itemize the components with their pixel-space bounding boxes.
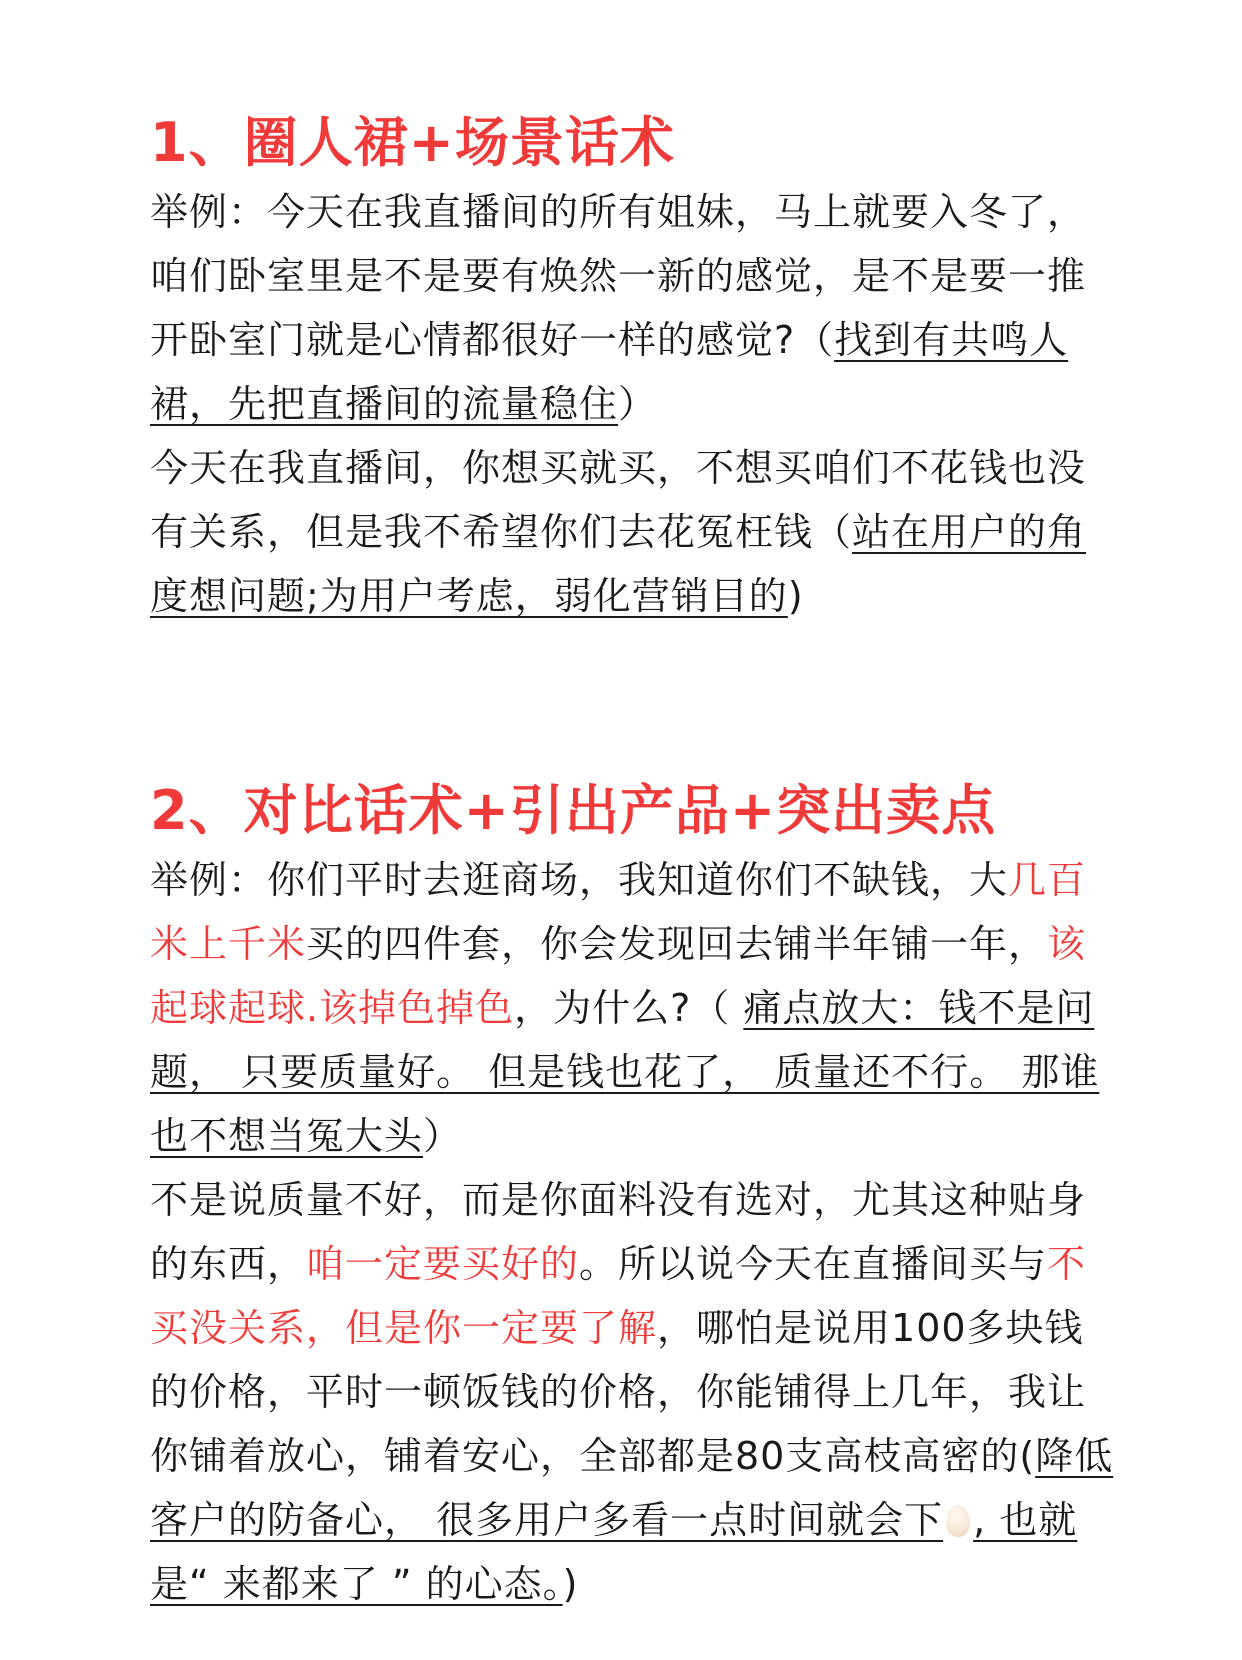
section-1-p2-end: ) <box>787 574 804 618</box>
section-2-p2-highlight-1: 咱一定要买好的 <box>306 1242 580 1286</box>
section-1-p1-end: ） <box>618 382 658 426</box>
section-1-p1-note: 找到有共鸣人裙，先把直播间的流量稳住 <box>150 318 1069 426</box>
egg-icon <box>946 1505 970 1537</box>
section-1-paragraph-1 <box>150 180 1115 436</box>
section-2-p2-note-1: 降低客户的防备心， 很多用户多看一点时间就会下 <box>150 1434 1114 1542</box>
section-2-p1-note: 痛点放大：钱不是问题， 只要质量好。 但是钱也花了， 质量还不行。 那谁也不想当冤大头 <box>150 986 1100 1158</box>
section-2-p1-text-b: 买的四件套，你会发现回去铺半年铺一年， <box>306 922 1048 966</box>
section-2-paragraph-2 <box>150 1168 1115 1616</box>
section-2-p1-highlight-1: 几百米上千米 <box>150 858 1087 966</box>
section-1-p2-text: 今天在我直播间，你想买就买，不想买咱们不花钱也没有关系，但是我不希望你们去花冤枉钱（ <box>150 446 1087 554</box>
section-2 <box>150 778 1115 1616</box>
section-2-p1-end: ） <box>423 1114 463 1158</box>
section-2-p2-note-2: , 也就是“ 来都来了 ” 的心态。 <box>150 1498 1078 1606</box>
section-2-p1-highlight-2: 该起球起球.该掉色掉色 <box>150 922 1087 1030</box>
section-2-p1-text-a: 举例：你们平时去逛商场，我知道你们不缺钱，大 <box>150 858 1009 902</box>
section-2-heading: 2、对比话术+引出产品+突出卖点 <box>150 779 997 842</box>
section-2-p2-text-c: ，哪怕是说用100多块钱的价格，平时一顿饭钱的价格，你能铺得上几年，我让你铺着放心，铺着安心，全部都是80支高枝高密的( <box>150 1306 1087 1478</box>
section-2-p2-highlight-2: 不买没关系，但是你一定要了解 <box>150 1242 1087 1350</box>
section-1-p1-text: 举例：今天在我直播间的所有姐妹，马上就要入冬了，咱们卧室里是不是要有焕然一新的感觉，是不是要一推开卧室门就是心情都很好一样的感觉?（ <box>150 190 1087 362</box>
section-1-heading: 1、圈人裙+场景话术 <box>150 111 675 174</box>
section-2-p2-end: ) <box>562 1562 579 1606</box>
section-1-p2-note: 站在用户的角度想问题;为用户考虑，弱化营销目的 <box>150 510 1087 618</box>
section-1 <box>150 110 1115 628</box>
section-2-p1-text-c: ，为什么?（ <box>514 986 744 1030</box>
section-2-paragraph-1 <box>150 848 1115 1168</box>
section-2-p2-text-b: 。所以说今天在直播间买与 <box>579 1242 1048 1286</box>
section-2-p2-text-a: 不是说质量不好，而是你面料没有选对，尤其这种贴身的东西， <box>150 1178 1087 1286</box>
section-1-paragraph-2 <box>150 436 1115 628</box>
